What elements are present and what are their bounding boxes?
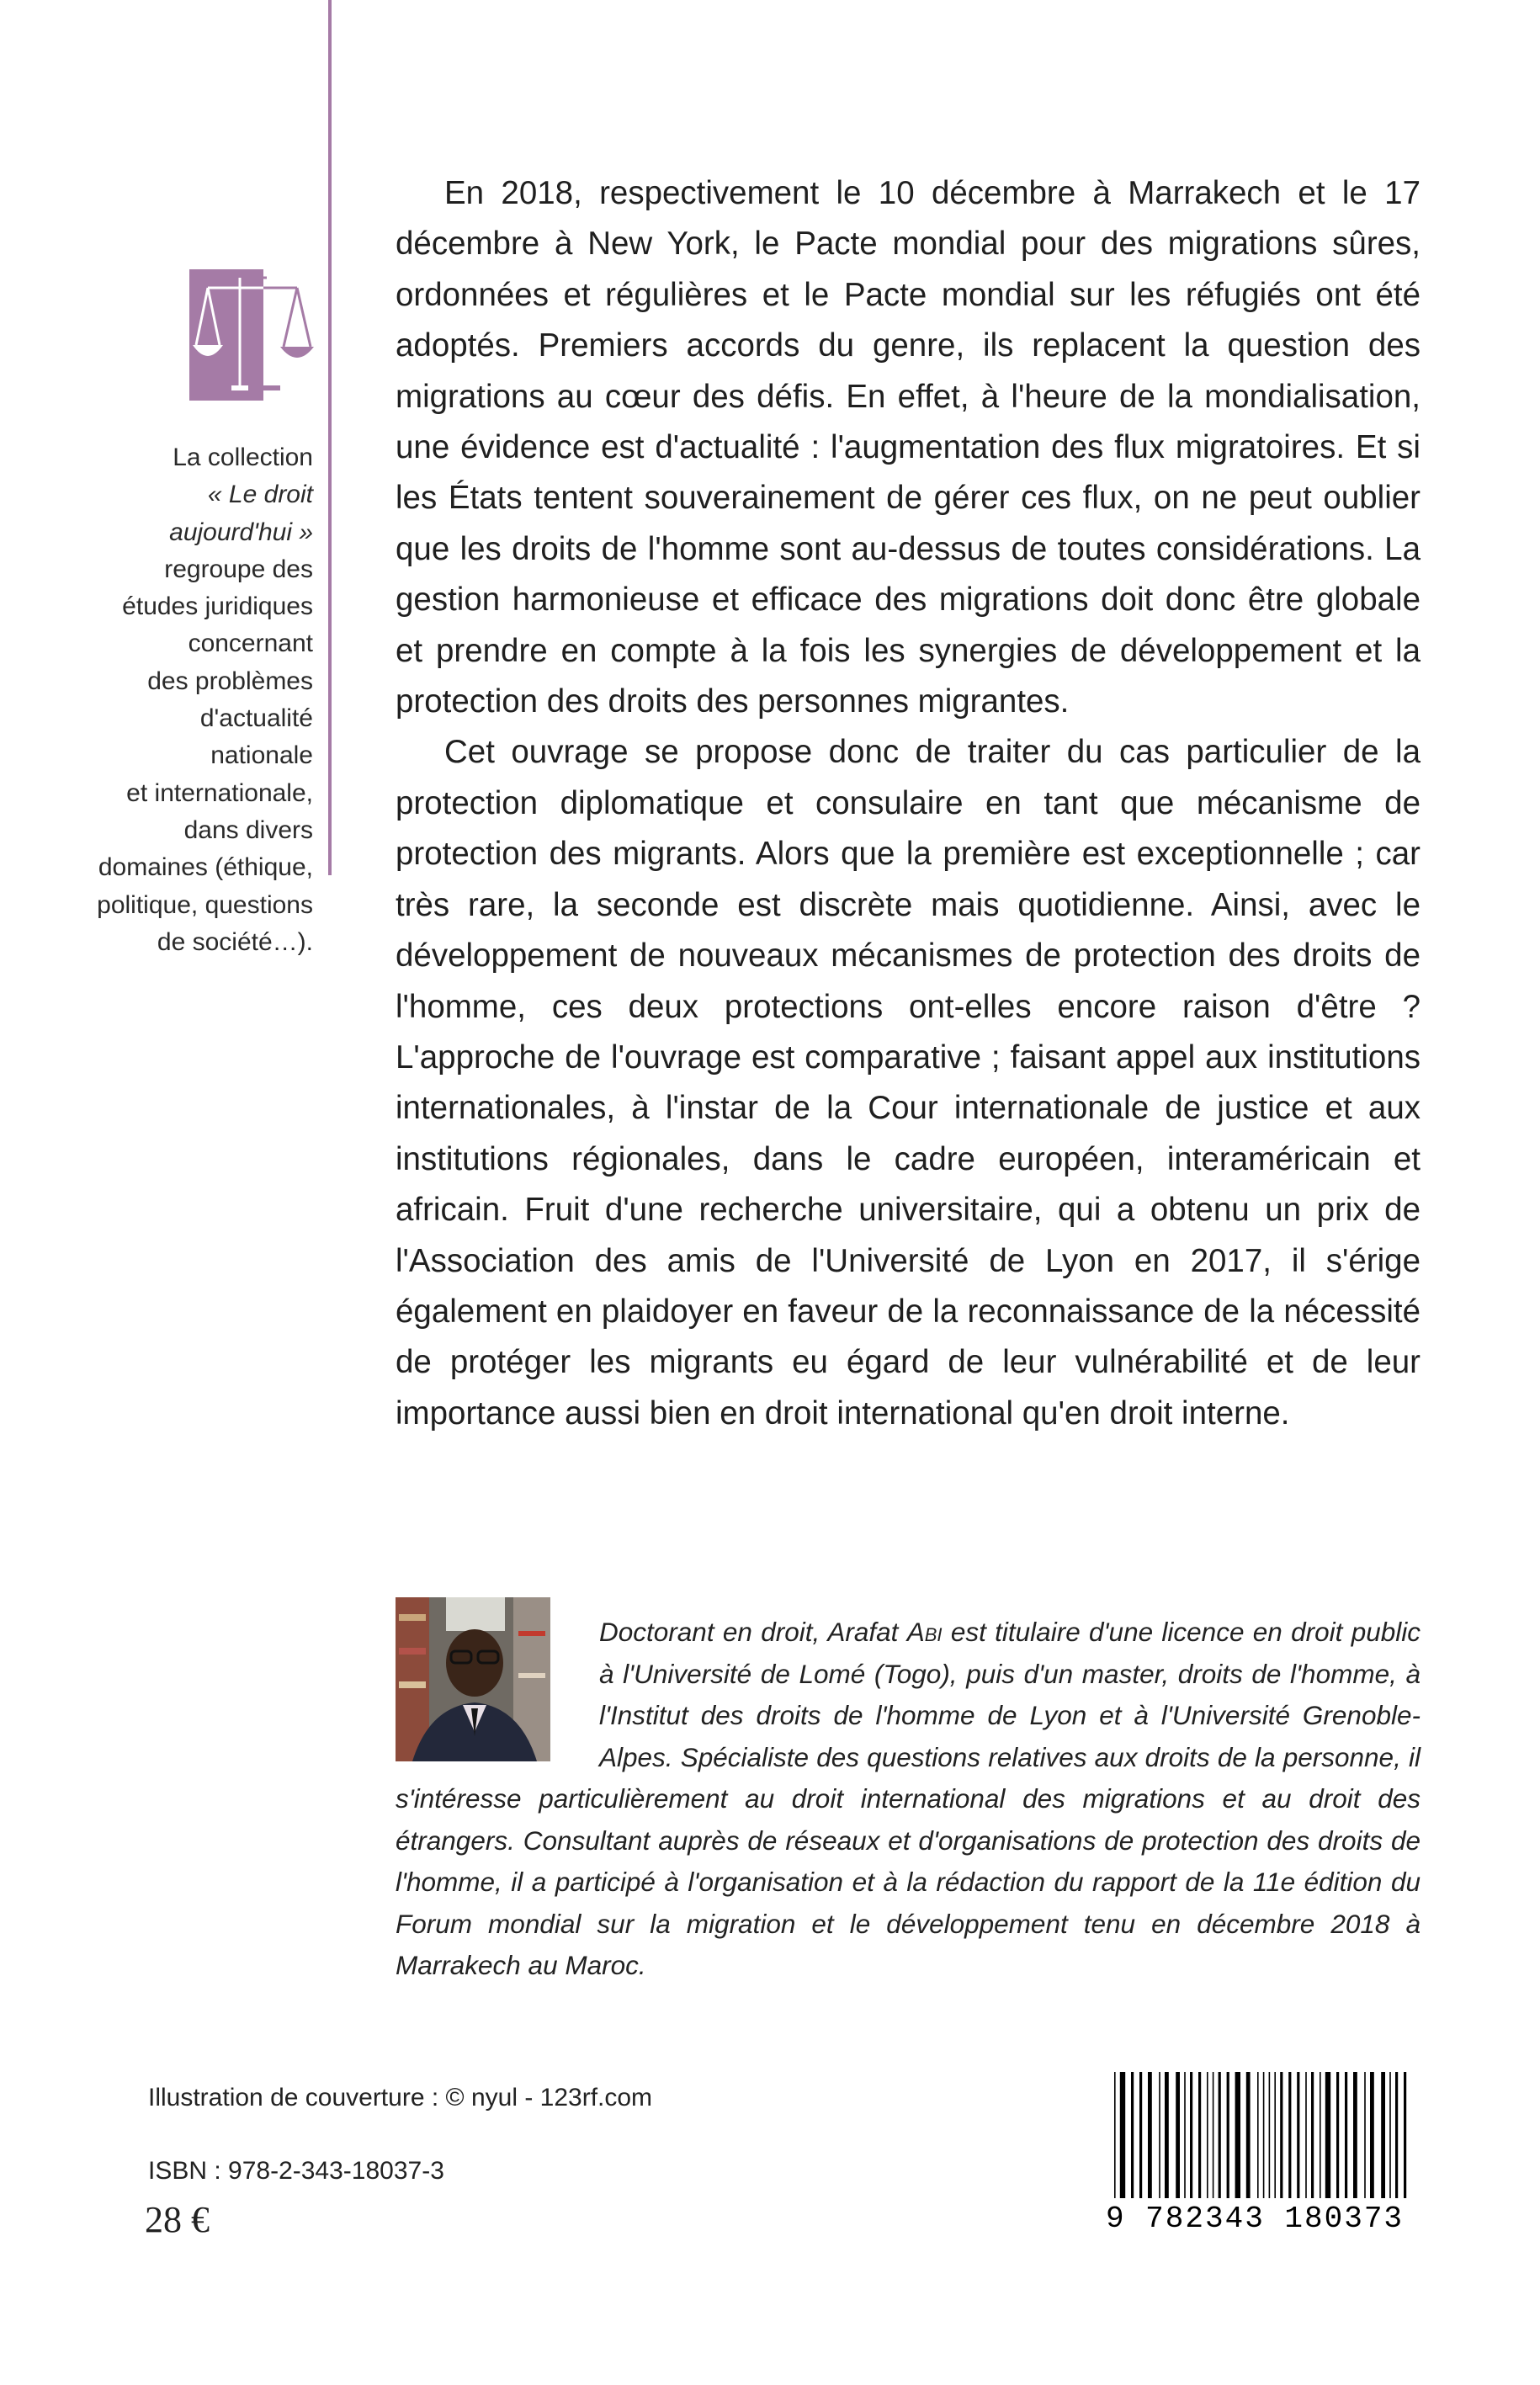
barcode-bar xyxy=(1263,2072,1265,2198)
barcode-bar xyxy=(1280,2072,1282,2198)
barcode-bar xyxy=(1114,2072,1116,2198)
barcode-bar xyxy=(1370,2072,1374,2198)
price: 28 € xyxy=(145,2199,210,2240)
barcode-bar xyxy=(1353,2072,1357,2198)
isbn: ISBN : 978-2-343-18037-3 xyxy=(148,2157,444,2185)
collection-line: des problèmes xyxy=(147,667,313,695)
barcode-bar xyxy=(1269,2072,1271,2198)
barcode-bar xyxy=(1297,2072,1299,2198)
collection-line: La collection xyxy=(173,444,313,471)
author-surname: Abi xyxy=(906,1617,943,1647)
summary-paragraph-2: Cet ouvrage se propose donc de traiter du cas particulier de la protection diplomatique et consulaire en tant que mécanisme de protection des migrants. Alors que la première est exceptionnelle ; car très rare, la seconde est discrète mais quotidienne. Ainsi, avec le développement de nouveaux mécanismes de protection des droits de l'homme, ces deux protections ont-elles encore raison d'être ? L'approche de l'ouvrage est comparative ; faisant appel aux institutions internationales, à l'instar de la Cour internationale de justice et aux institutions régionales, dans le cadre européen, interaméricain et africain. Fruit d'une recherche universitaire, qui a obtenu un prix de l'Association des amis de l'Université de Lyon en 2017, il s'érige également en plaidoyer en faveur de la reconnaissance de la nécessité de protéger les migrants eu égard de leur vulnérabilité et de leur importance aussi bien en droit international qu'en droit interne. xyxy=(396,734,1421,1432)
isbn-barcode xyxy=(1091,2072,1419,2234)
barcode-bar xyxy=(1159,2072,1160,2198)
cover-credit: Illustration de couverture : © nyul - 123rf.com xyxy=(148,2084,653,2111)
collection-line: études juridiques xyxy=(122,592,313,621)
barcode-bar xyxy=(1288,2072,1291,2198)
barcode-bar xyxy=(1176,2072,1180,2198)
barcode-bar xyxy=(1381,2072,1385,2198)
collection-line: de société…). xyxy=(157,927,313,956)
barcode-bar xyxy=(1213,2072,1214,2198)
collection-line: regroupe des xyxy=(164,555,313,583)
barcode-bar xyxy=(1184,2072,1186,2198)
barcode-bar xyxy=(1207,2072,1208,2198)
barcode-bar xyxy=(1198,2072,1201,2198)
barcode-bar xyxy=(1274,2072,1276,2198)
vertical-divider xyxy=(328,0,332,875)
barcode-bar xyxy=(1345,2072,1347,2198)
collection-line: d'actualité nationale xyxy=(199,704,313,770)
barcode-bar xyxy=(1336,2072,1339,2198)
barcode-bar xyxy=(1120,2072,1125,2198)
author-bio-rest: est titulaire d'une licence en droit public à l'Université de Lomé (Togo), puis d'un master, droits de l'homme, à l'Institut des droits de l'homme de Lyon et à l'Université Grenoble-Alpes. Spécialiste des questions relatives aux droits de la personne, il s'intéresse particulièrement au droit international des migrations et au droit des étrangers. Consultant auprès de réseaux et d'organisations de protection des droits de l'homme, il a participé à l'organisation et à la rédaction du rapport de la 11e édition du Forum mondial sur la migration et le développement tenu en décembre 2018 à Marrakech au Maroc. xyxy=(396,1617,1421,1980)
collection-line: « Le droit xyxy=(207,481,313,509)
barcode-bar xyxy=(1219,2072,1221,2198)
collection-line: concernant xyxy=(188,629,313,658)
book-summary xyxy=(396,168,1421,1439)
collection-line: domaines (éthique, xyxy=(98,853,313,882)
author-biography xyxy=(396,1612,1421,1987)
barcode-bar xyxy=(1131,2072,1134,2198)
barcode-bar xyxy=(1311,2072,1314,2198)
barcode-bar xyxy=(1320,2072,1321,2198)
barcode-bar xyxy=(1389,2072,1391,2198)
barcode-bar xyxy=(1404,2072,1406,2198)
barcode-bar xyxy=(1165,2072,1169,2198)
summary-paragraph-1: En 2018, respectivement le 10 décembre à Marrakech et le 17 décembre à New York, le Pacte mondial pour des migrations sûres, ordonnées et régulières et le Pacte mondial sur les réfugiés ont été adoptés. Premiers accords du genre, ils replacent la question des migrations au cœur des défis. En effet, à l'heure de la mondialisation, une évidence est d'actualité : l'augmentation des flux migratoires. Et si les États tentent souverainement de gérer ces flux, on ne peut oublier que les droits de l'homme sont au-dessus de toutes considérations. La gestion harmonieuse et efficace des migrations doit donc être globale et prendre en compte à la fois les synergies de développement et la protection des droits des personnes migrantes. xyxy=(396,175,1421,720)
collection-line: politique, questions xyxy=(97,890,313,919)
author-bio-lead: Doctorant en droit, Arafat xyxy=(599,1617,907,1647)
barcode-bar xyxy=(1227,2072,1229,2198)
collection-line: et internationale, xyxy=(126,778,313,807)
barcode-bar xyxy=(1257,2072,1259,2198)
barcode-bar xyxy=(1246,2072,1251,2198)
barcode-bar xyxy=(1364,2072,1366,2198)
barcode-digits: 9 782343 180373 xyxy=(1105,2202,1405,2234)
barcode-bar xyxy=(1148,2072,1152,2198)
collection-blurb xyxy=(93,439,313,961)
collection-line: dans divers xyxy=(183,815,313,844)
scales-of-justice-icon xyxy=(189,269,316,401)
barcode-bar xyxy=(1190,2072,1192,2198)
barcode-bar xyxy=(1305,2072,1307,2198)
collection-line: aujourd'hui » xyxy=(169,518,313,546)
barcode-bar xyxy=(1235,2072,1240,2198)
barcode-bar xyxy=(1139,2072,1142,2198)
barcode-bar xyxy=(1325,2072,1330,2198)
barcode-bar xyxy=(1395,2072,1398,2198)
